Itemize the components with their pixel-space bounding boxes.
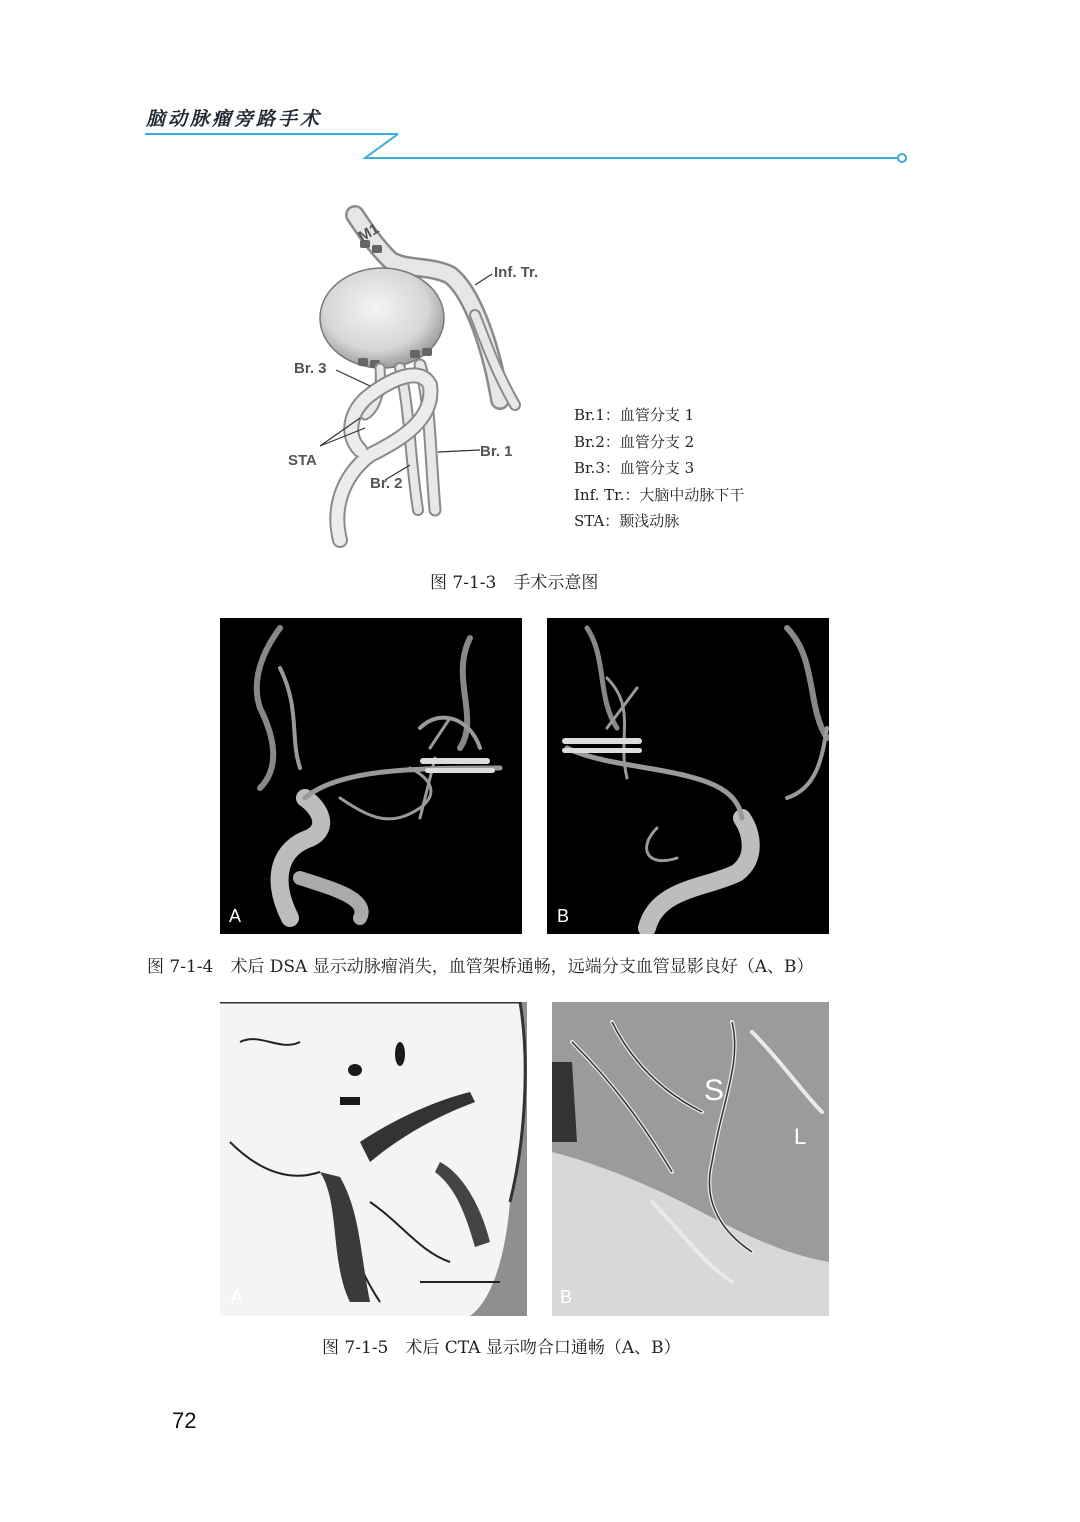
legend-item: Br.2：血管分支 2	[574, 432, 695, 451]
legend-item: Inf. Tr.：大脑中动脉下干	[574, 485, 745, 504]
label-sta: STA	[288, 452, 317, 469]
legend-item: STA：颞浅动脉	[574, 512, 680, 530]
legend-item: Br.3：血管分支 3	[574, 459, 695, 477]
marker-l: L	[794, 1124, 807, 1149]
panel-label-a: A	[229, 906, 242, 926]
dsa-image-b	[547, 618, 829, 934]
label-br2: Br. 2	[370, 475, 403, 492]
surgical-schematic-diagram	[270, 200, 570, 550]
running-title: 脑动脉瘤旁路手术	[146, 108, 323, 130]
cta-image-b	[552, 1002, 829, 1316]
header-rule	[0, 0, 1080, 180]
figure-caption: 图 7-1-5 术后 CTA 显示吻合口通畅（A、B）	[322, 1338, 681, 1358]
legend-item: Br.1：血管分支 1	[574, 406, 695, 424]
cta-image-a	[220, 1002, 527, 1316]
panel-label-b: B	[560, 1287, 573, 1307]
marker-s: S	[704, 1074, 725, 1107]
figure-caption: 图 7-1-3 手术示意图	[430, 573, 599, 593]
figure-caption: 图 7-1-4 术后 DSA 显示动脉瘤消失，血管架桥通畅，远端分支血管显影良好（A、B）	[147, 957, 814, 977]
page-number: 72	[172, 1408, 197, 1433]
figure-legend	[574, 402, 744, 535]
panel-label-b: B	[557, 906, 570, 926]
dsa-image-a	[220, 618, 522, 934]
label-m1: M1	[355, 220, 383, 246]
label-inf-tr: Inf. Tr.	[494, 264, 539, 281]
label-br3: Br. 3	[294, 360, 327, 377]
label-br1: Br. 1	[480, 443, 513, 460]
panel-label-a: A	[231, 1287, 244, 1307]
